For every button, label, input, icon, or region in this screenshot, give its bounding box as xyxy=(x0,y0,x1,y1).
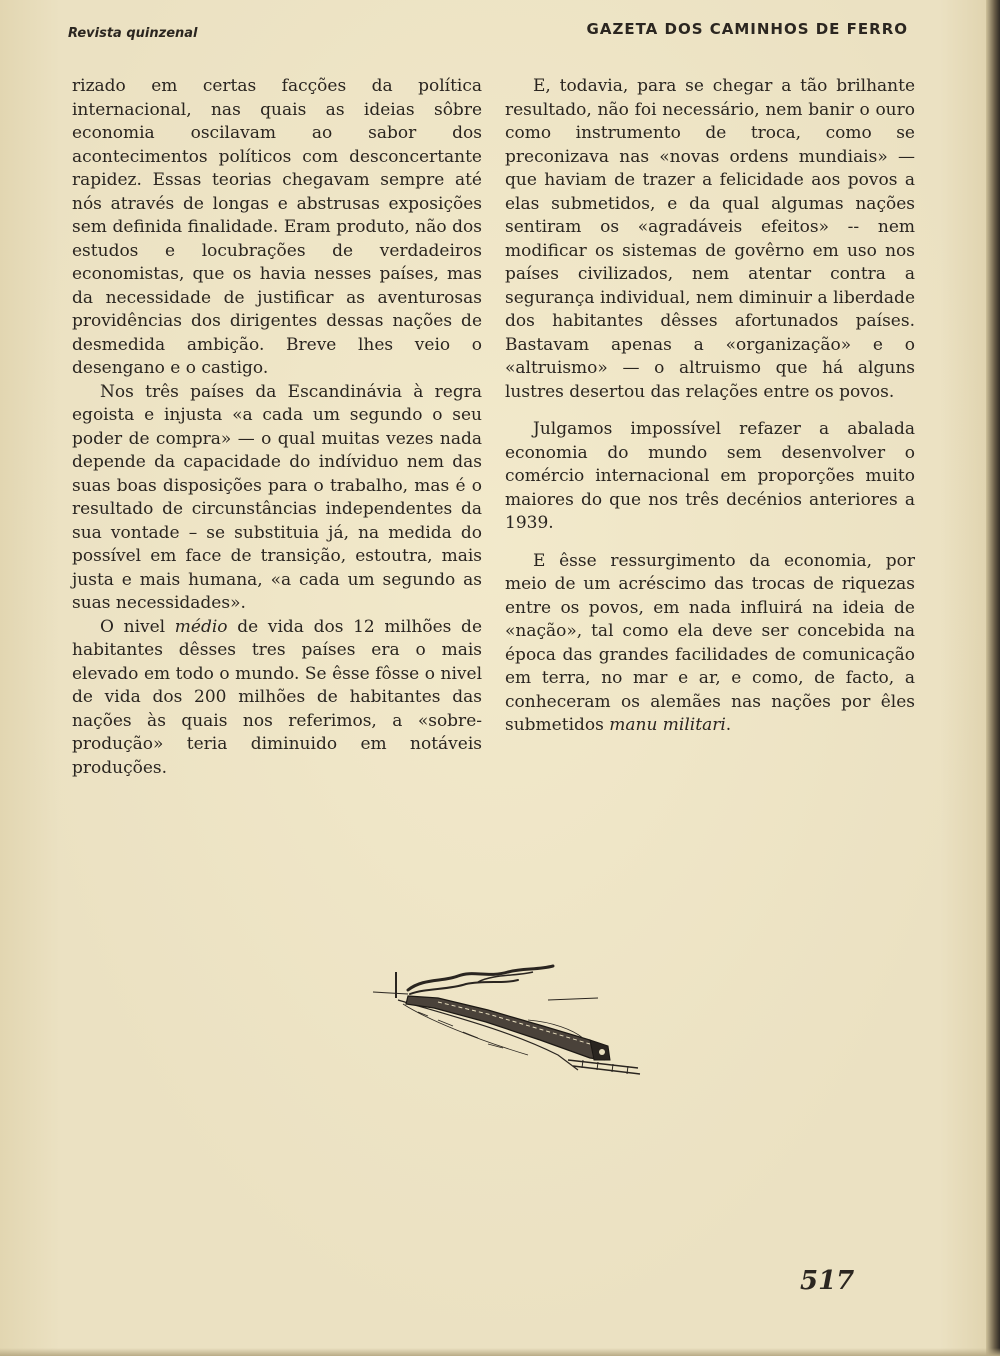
train-drawing xyxy=(368,960,648,1080)
paragraph-continuation: rizado em certas facções da política internacional, nas quais as ideias sôbre economia oscilavam ao sabor dos acontecimentos políticos com desconcertante rapidez. Essas teorias chegavam sempre até nós através de longas e abstrusas exposições sem definida finalidade. Eram produto, não dos estudos e locubrações de verdadeiros economistas, que os havia nesses países, mas da necessidade de justificar as aventurosas providências dos dirigentes dessas nações de desmedida ambição. Breve lhes veio o desengano e o castigo. xyxy=(72,76,482,378)
emphasis-text: manu militari xyxy=(609,715,726,735)
paragraph-world-economy: Julgamos impossível refazer a abalada economia do mundo sem desenvolver o comércio internacional em proporções muito maiores do que nos três decénios anteriores a 1939. xyxy=(505,419,915,533)
running-header-title: GAZETA DOS CAMINHOS DE FERRO xyxy=(586,20,908,38)
paragraph-nation-idea xyxy=(505,550,915,738)
text-run: O nivel xyxy=(100,616,175,637)
text-run: E êsse ressurgimento da economia, por meio de um acréscimo das trocas de riquezas entre os povos, em nada influirá na ideia de «nação», tal como ela deve ser concebida na época das grandes facilidades de comunicação em terra, no mar e ar, e como, de facto, a conheceram os alemães nas nações por êles submetidos xyxy=(505,550,915,735)
left-text-column xyxy=(72,75,482,780)
text-run: de vida dos 12 milhões de habitantes dêsses tres países era o mais elevado em todo o mundo. Se êsse fôsse o nivel de vida dos 200 milhões de habitantes das nações às quais nos referimos, a «sobre-produção» teria diminuido em notáveis produções. xyxy=(72,616,483,778)
steam-train-illustration-icon xyxy=(368,960,648,1080)
binding-shadow xyxy=(986,0,1000,1356)
page-number: 517 xyxy=(800,1266,855,1296)
right-text-column xyxy=(505,75,915,738)
paragraph-scandinavia: Nos três países da Escandinávia à regra egoista e injusta «a cada um segundo o seu poder de compra» — o qual muitas vezes nada depende da capacidade do indíviduo nem das suas boas disposições para o trabalho, mas é o resultado de circunstâncias independentes da sua vontade – se substituia já, na medida do possível em face de transição, estoutra, mais justa e mais humana, «a cada um segundo as suas necessidades». xyxy=(72,381,482,613)
emphasis-text: médio xyxy=(174,616,228,637)
paragraph-living-standard xyxy=(72,616,482,781)
running-header-left: Revista quinzenal xyxy=(68,26,198,41)
text-run: . xyxy=(725,715,732,735)
paragraph-result: E, todavia, para se chegar a tão brilhante resultado, não foi necessário, nem banir o ouro como instrumento de troca, como se preconizava nas «novas ordens mundiais» — que haviam de trazer a felicidade aos povos a elas submetidos, e da qual algumas nações sentiram os «agradáveis efeitos» -- nem modificar os sistemas de govêrno em uso nos países civilizados, nem atentar contra a segurança individual, nem diminuir a liberdade dos habitantes dêsses afortunados países. Bastavam apenas a «organização» e o «altruismo» — o altruismo que há alguns lustres desertou das relações entre os povos. xyxy=(505,76,915,402)
page-bottom-edge xyxy=(0,1348,1000,1356)
